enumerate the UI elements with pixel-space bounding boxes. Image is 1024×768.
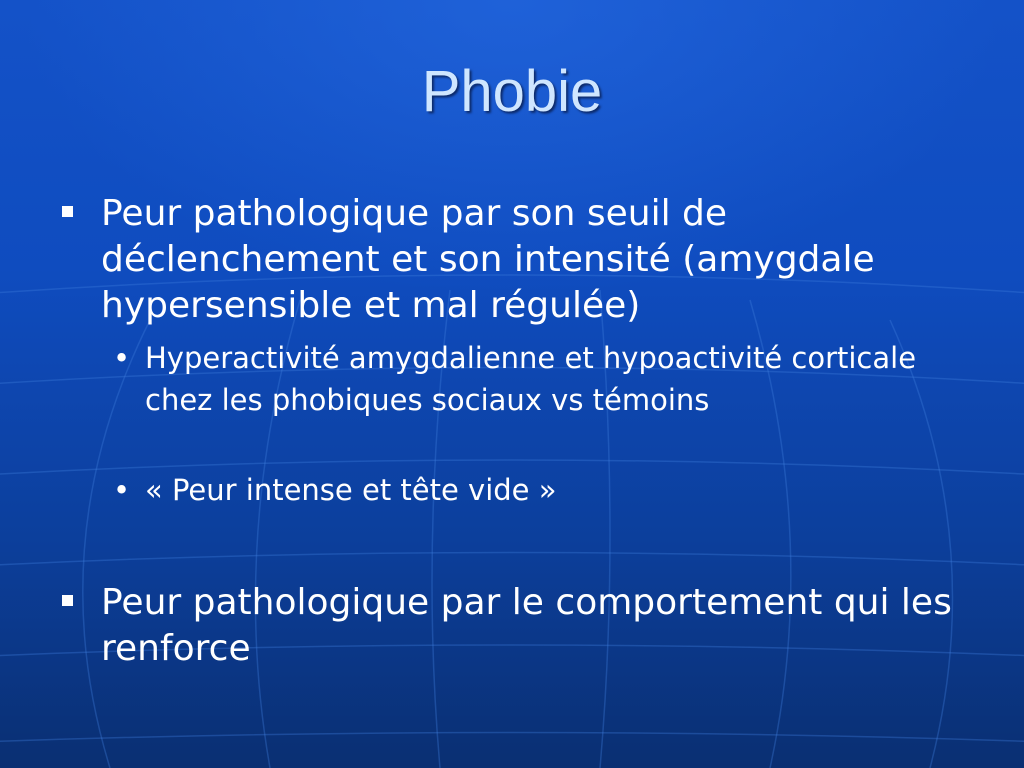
sub-bullet-text: « Peur intense et tête vide » bbox=[145, 473, 557, 507]
bullet-text: Peur pathologique par le comportement qui les renforce bbox=[101, 582, 952, 669]
sub-bullet-text: Hyperactivité amygdalienne et hypoactivité corticale chez les phobiques sociaux vs témoins bbox=[145, 341, 917, 417]
bullet-item bbox=[62, 580, 982, 672]
round-bullet-icon: • bbox=[113, 473, 131, 507]
square-bullet-icon bbox=[62, 206, 73, 217]
slide-title: Phobie bbox=[421, 59, 603, 124]
square-bullet-icon bbox=[62, 595, 73, 606]
sub-bullet-item bbox=[113, 469, 933, 511]
bullet-item bbox=[62, 191, 982, 331]
sub-bullet-item bbox=[113, 337, 933, 463]
bullet-text: Peur pathologique par son seuil de déclenchement et son intensité (amygdale hypersensible et mal régulée) bbox=[101, 193, 875, 326]
round-bullet-icon: • bbox=[113, 341, 131, 375]
